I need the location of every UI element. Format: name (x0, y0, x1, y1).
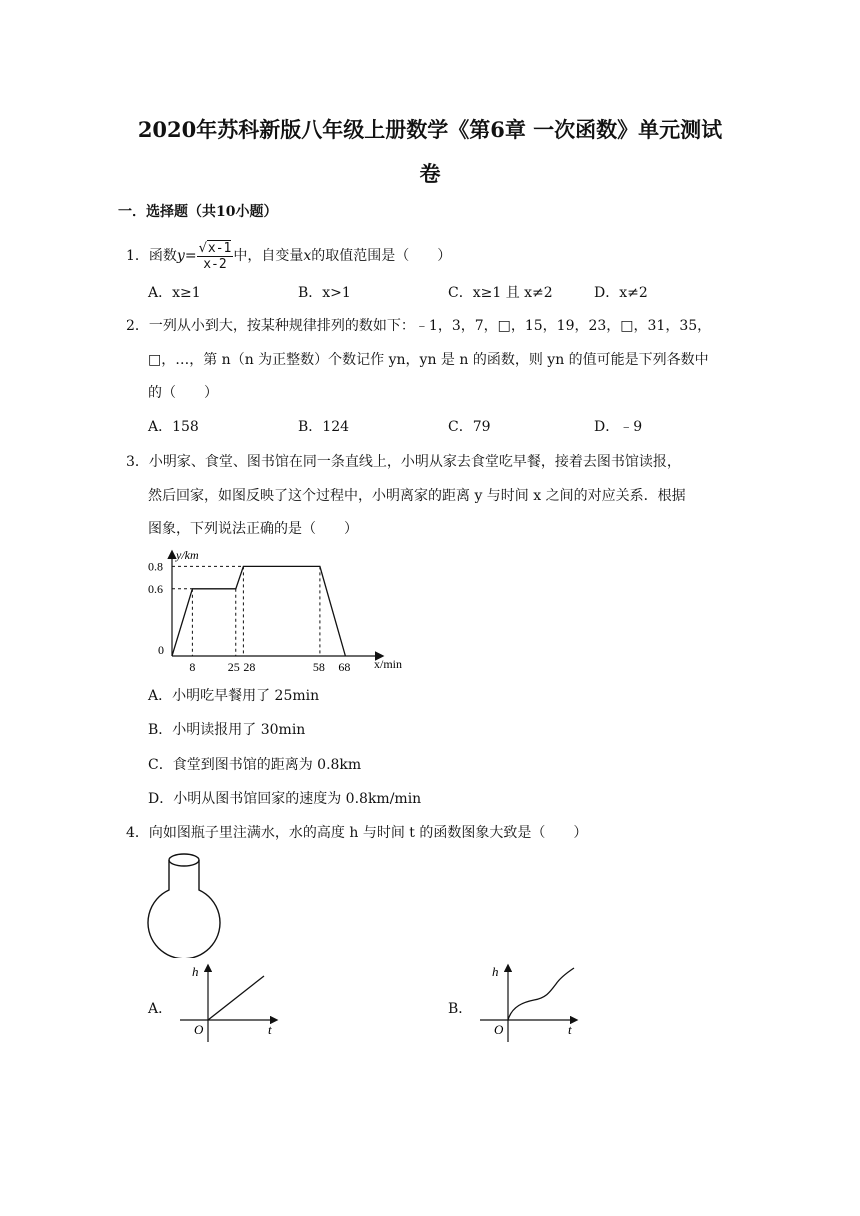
x-tick-label-25: 25 (227, 660, 240, 674)
question-2-line-3: 的（ ） (148, 385, 218, 401)
question-3-line-3: 图象，下列说法正确的是（ ） (148, 521, 358, 537)
x-tick-label-8: 8 (189, 660, 196, 674)
q2-option-c: C．79 (448, 419, 491, 435)
q1-option-b: B．x>1 (298, 285, 351, 301)
q4-option-a-label: A． (148, 1001, 173, 1017)
chart-axes (172, 552, 382, 656)
q3-option-d: D．小明从图书馆回家的速度为 0.8km/min (148, 791, 422, 807)
q1-option-c: C．x≥1 且 x≠2 (448, 285, 553, 301)
q1-number: 1． (126, 248, 149, 264)
section-header: 一．选择题（共10小题） (118, 204, 278, 220)
q1-denominator: x-2 (203, 257, 227, 272)
q1-y: y (176, 248, 185, 264)
q1-numerator: x-1 (207, 241, 232, 256)
q4-option-b-graph (472, 962, 582, 1044)
bottle-illustration (146, 850, 222, 958)
x-axis-label: x/min (374, 657, 403, 671)
q1-post2: 的取值范围是（ ） (311, 248, 452, 264)
distance-time-chart (146, 546, 416, 676)
q2-option-b: B．124 (298, 419, 350, 435)
axis-h-label-b: h (492, 964, 499, 979)
x-tick-label-58: 58 (312, 660, 325, 674)
q1-option-d: D．x≠2 (594, 285, 648, 301)
y-tick-label-0.6: 0.6 (148, 581, 163, 596)
series-line (172, 566, 345, 656)
chart-guides (172, 566, 320, 656)
question-1 (126, 240, 451, 272)
question-4-line-1: 4．向如图瓶子里注满水，水的高度 h 与时间 t 的函数图象大致是（ ） (126, 825, 588, 841)
q2-option-d: D．﹣9 (594, 419, 643, 435)
question-3-line-2: 然后回家，如图反映了这个过程中，小明离家的距离 y 与时间 x 之间的对应关系．根据 (148, 488, 686, 504)
y-tick-label-0.8: 0.8 (148, 559, 163, 574)
origin-label-b: O (494, 1022, 504, 1037)
question-2-line-1: 2．一列从小到大，按某种规律排列的数如下：﹣1，3，7，□，15，19，23，□，31，35， (126, 318, 712, 334)
q2-option-a: A．158 (148, 419, 199, 435)
q1-pre: 函数 (148, 248, 177, 264)
question-2-line-2: □，…，第 n（n 为正整数）个数记作 yn，yn 是 n 的函数，则 yn 的值可能是下列各数中 (148, 352, 709, 368)
axis-t-label: t (268, 1022, 272, 1037)
page-title: 2020年苏科新版八年级上册数学《第6章 一次函数》单元测试 (137, 117, 723, 142)
y-axis-label: y/km (176, 548, 199, 562)
x-tick-label-28: 28 (243, 660, 256, 674)
axis-h-label: h (192, 964, 199, 979)
x-tick-label-0: 0 (158, 643, 164, 657)
q4-option-b-label: B． (448, 1001, 473, 1017)
q1-fraction: $\frac{√x-1}{x-2}$ (198, 241, 232, 272)
q3-option-b: B．小明读报用了 30min (148, 722, 306, 738)
axis-t-label-b: t (568, 1022, 572, 1037)
q1-post: 中，自变量 (233, 248, 304, 264)
x-tick-label-68: 68 (338, 660, 351, 674)
origin-label: O (194, 1022, 204, 1037)
q1-option-a: A．x≥1 (148, 285, 201, 301)
q1-x: x (303, 248, 312, 264)
question-3-line-1: 3．小明家、食堂、图书馆在同一条直线上，小明从家去食堂吃早餐，接着去图书馆读报， (126, 454, 681, 470)
q4-option-a-graph (172, 962, 282, 1044)
q3-option-c: C．食堂到图书馆的距离为 0.8km (148, 757, 362, 773)
page-title-continued: 卷 (419, 161, 441, 186)
q3-option-a: A．小明吃早餐用了 25min (148, 688, 320, 704)
q1-eq: = (184, 248, 197, 264)
